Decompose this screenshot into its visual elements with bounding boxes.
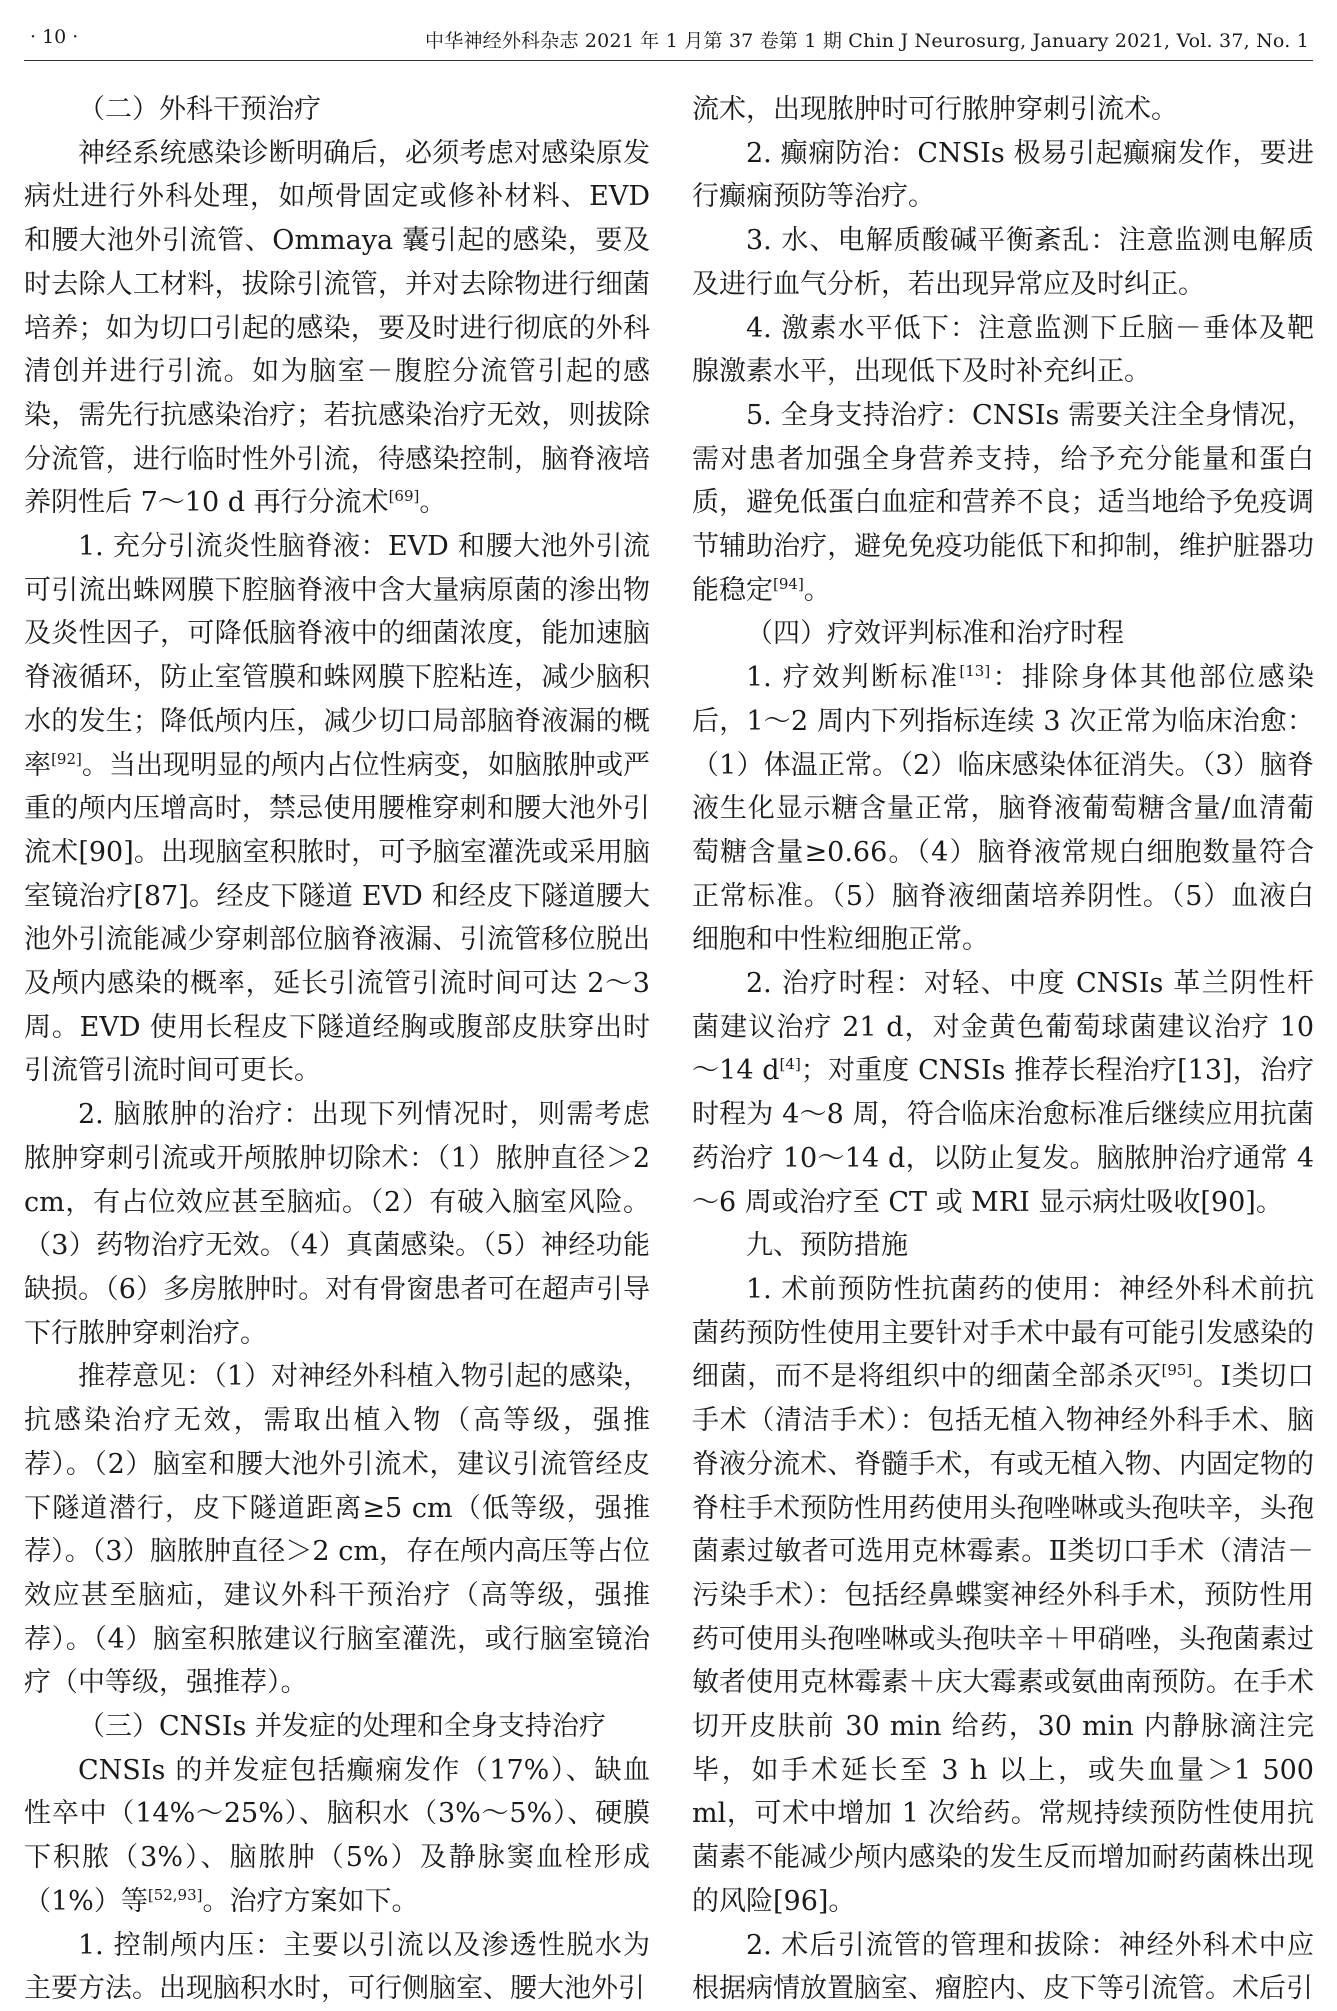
paragraph: 4. 激素水平低下：注意监测下丘脑－垂体及靶腺激素水平，出现低下及时补充纠正。 bbox=[692, 312, 1314, 388]
right-column bbox=[692, 88, 1314, 2011]
paragraph: CNSIs 的并发症包括癫痫发作（17%）、缺血性卒中（14%～25%）、脑积水（3%～5%）、硬膜下积脓（3%）、脑脓肿（5%）及静脉窦血栓形成（1%）等[52,93]。治疗方案如下。 bbox=[24, 1754, 650, 1917]
journal-citation: 中华神经外科杂志 2021 年 1 月第 37 卷第 1 期 Chin J Neurosurg, January 2021, Vol. 37, No. 1 bbox=[425, 30, 1309, 52]
paragraph: 1. 充分引流炎性脑脊液：EVD 和腰大池外引流可引流出蛛网膜下腔脑脊液中含大量病原菌的渗出物及炎性因子，可降低脑脊液中的细菌浓度，能加速脑脊液循环，防止室管膜和蛛网膜下腔粘连，减少脑积水的发生；降低颅内压，减少切口局部脑脊液漏的概率[92]。当出现明显的颅内占位性病变，如脑脓肿或严重的颅内压增高时，禁忌使用腰椎穿刺和腰大池外引流术[90]。出现脑室积脓时，可予脑室灌洗或采用脑室镜治疗[87]。经皮下隧道 EVD 和经皮下隧道腰大池外引流能减少穿刺部位脑脊液漏、引流管移位脱出及颅内感染的概率，延长引流管引流时间可达 2～3 周。EVD 使用长程皮下隧道经胸或腹部皮肤穿出时引流管引流时间可更长。 bbox=[24, 531, 651, 1087]
section-heading: （四）疗效评判标准和治疗时程 bbox=[746, 618, 1124, 650]
section-heading: 九、预防措施 bbox=[746, 1230, 908, 1262]
paragraph: 5. 全身支持治疗：CNSIs 需要关注全身情况，需对患者加强全身营养支持，给予充分能量和蛋白质，避免低蛋白血症和营养不良；适当地给予免疫调节辅助治疗，避免免疫功能低下和抑制，维护脏器功能稳定[94]。 bbox=[692, 399, 1314, 606]
section-heading: （三）CNSIs 并发症的处理和全身支持治疗 bbox=[78, 1711, 606, 1743]
recommendation-paragraph: 推荐意见：（1）对神经外科植入物引起的感染，抗感染治疗无效，需取出植入物（高等级，强推荐）。（2）脑室和腰大池外引流术，建议引流管经皮下隧道潜行，皮下隧道距离≥5 cm（低等级，强推荐）。（3）脑脓肿直径＞2 cm，存在颅内高压等占位效应甚至脑疝，建议外科干预治疗（高等级，强推荐）。（4）脑室积脓建议行脑室灌洗，或行脑室镜治疗（中等级，强推荐）。 bbox=[24, 1361, 650, 1699]
paragraph-continued: 流术，出现脓肿时可行脓肿穿刺引流术。 bbox=[692, 94, 1178, 125]
citation: [92] bbox=[51, 749, 82, 768]
paragraph: 1. 疗效判断标准[13]：排除身体其他部位感染后，1～2 周内下列指标连续 3 次正常为临床治愈：（1）体温正常。（2）临床感染体征消失。（3）脑脊液生化显示糖含量正常，脑脊液葡萄糖含量/血清葡萄糖含量≥0.66。（4）脑脊液常规白细胞数量符合正常标准。（5）脑脊液细菌培养阴性。（5）血液白细胞和中性粒细胞正常。 bbox=[692, 662, 1315, 956]
citation: [69] bbox=[388, 487, 420, 506]
citation: [94] bbox=[773, 574, 804, 593]
paragraph: 2. 脑脓肿的治疗：出现下列情况时，则需考虑脓肿穿刺引流或开颅脓肿切除术：（1）脓肿直径＞2 cm，有占位效应甚至脑疝。（2）有破入脑室风险。（3）药物治疗无效。（4）真菌感染。（5）神经功能缺损。（6）多房脓肿时。对有骨窗患者可在超声引导下行脓肿穿刺治疗。 bbox=[24, 1099, 650, 1349]
paragraph: 3. 水、电解质酸碱平衡紊乱：注意监测电解质及进行血气分析，若出现异常应及时纠正。 bbox=[692, 225, 1314, 300]
paragraph: 2. 癫痫防治：CNSIs 极易引起癫痫发作，要进行癫痫预防等治疗。 bbox=[692, 137, 1314, 213]
citation: [4] bbox=[779, 1055, 801, 1074]
paragraph: 神经系统感染诊断明确后，必须考虑对感染原发病灶进行外科处理，如颅骨固定或修补材料、EVD 和腰大池外引流管、Ommaya 囊引起的感染，要及时去除人工材料，拔除引流管，并对去除物进行细菌培养；如为切口引起的感染，要及时进行彻底的外科清创并进行引流。如为脑室－腹腔分流管引起的感染，需先行抗感染治疗；若抗感染治疗无效，则拔除分流管，进行临时性外引流，待感染控制，脑脊液培养阴性后 7～10 d 再行分流术[69]。 bbox=[24, 137, 650, 519]
left-column bbox=[24, 88, 650, 2011]
paragraph: 2. 术后引流管的管理和拔除：神经外科术中应根据病情放置脑室、瘤腔内、皮下等引流管。术后引 bbox=[692, 1929, 1314, 2005]
section-heading: （二）外科干预治疗 bbox=[78, 94, 321, 125]
paragraph: 2. 治疗时程：对轻、中度 CNSIs 革兰阴性杆菌建议治疗 21 d，对金黄色葡萄球菌建议治疗 10～14 d[4]；对重度 CNSIs 推荐长程治疗[13]，治疗时程为 4～8 周，符合临床治愈标准后继续应用抗菌药治疗 10～14 d，以防止复发。脑脓肿治疗通常 4～6 周或治疗至 CT 或 MRI 显示病灶吸收[90]。 bbox=[692, 968, 1315, 1218]
paragraph: 1. 术前预防性抗菌药的使用：神经外科术前抗菌药预防性使用主要针对手术中最有可能引发感染的细菌，而不是将组织中的细菌全部杀灭[95]。Ⅰ类切口手术（清洁手术）：包括无植入物神经外科手术、脑脊液分流术、脊髓手术，有或无植入物、内固定物的脊柱手术预防性用药使用头孢唑啉或头孢呋辛，头孢菌素过敏者可选用克林霉素。Ⅱ类切口手术（清洁－污染手术）：包括经鼻蝶窦神经外科手术，预防性用药可使用头孢唑啉或头孢呋辛＋甲硝唑，头孢菌素过敏者使用克林霉素＋庆大霉素或氨曲南预防。在手术切开皮肤前 30 min 给药，30 min 内静脉滴注完毕，如手术延长至 3 h 以上，或失血量＞1 500 ml，可术中增加 1 次给药。常规持续预防性使用抗菌素不能减少颅内感染的发生反而增加耐药菌株出现的风险[96]。 bbox=[692, 1273, 1315, 1917]
citation: [52,93] bbox=[147, 1885, 203, 1904]
citation: [13] bbox=[959, 662, 991, 681]
paragraph: 1. 控制颅内压：主要以引流以及渗透性脱水为主要方法。出现脑积水时，可行侧脑室、腰大池外引 bbox=[24, 1929, 650, 2005]
citation: [95] bbox=[1161, 1361, 1193, 1380]
running-header bbox=[24, 20, 1313, 61]
page-number: · 10 · bbox=[30, 26, 79, 48]
